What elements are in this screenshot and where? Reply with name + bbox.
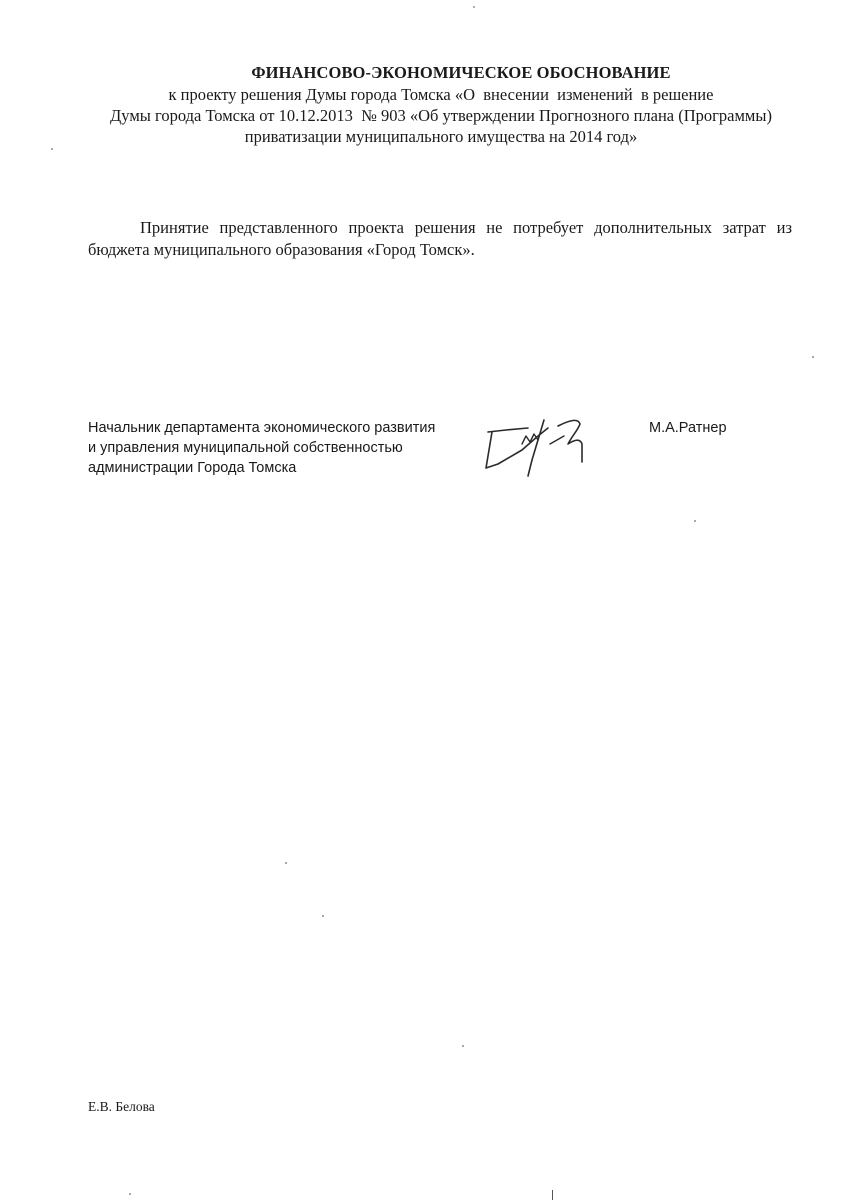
document-subtitle [0, 84, 850, 147]
scan-speck [51, 148, 53, 150]
scan-speck [129, 1193, 131, 1195]
handwritten-signature [478, 410, 594, 482]
scan-speck [473, 6, 475, 8]
scan-speck [812, 356, 814, 358]
document-title: ФИНАНСОВО-ЭКОНОМИЧЕСКОЕ ОБОСНОВАНИЕ [251, 63, 671, 82]
signer-position [88, 418, 468, 478]
body-paragraph: Принятие представленного проекта решения не потребует дополнительных затрат из бюджета муниципального образования «Город Томск». [88, 217, 792, 259]
signer-position-line: Начальник департамента экономического развития [88, 420, 436, 436]
signer-position-line: и управления муниципальной собственностью [88, 440, 403, 456]
scan-speck [322, 915, 324, 917]
subtitle-line: Думы города Томска от 10.12.2013 № 903 «Об утверждении Прогнозного плана (Программы) [110, 106, 772, 125]
subtitle-line: приватизации муниципального имущества на 2014 год» [244, 127, 638, 146]
scan-speck [462, 1045, 464, 1047]
signer-name: М.А.Ратнер [649, 420, 727, 436]
scan-speck [694, 520, 696, 522]
executor-name: Е.В. Белова [88, 1099, 155, 1114]
scan-speck [285, 862, 287, 864]
scan-mark [552, 1190, 553, 1200]
subtitle-line: к проекту решения Думы города Томска «О внесении изменений в решение [168, 85, 714, 104]
signer-position-line: администрации Города Томска [88, 460, 297, 476]
